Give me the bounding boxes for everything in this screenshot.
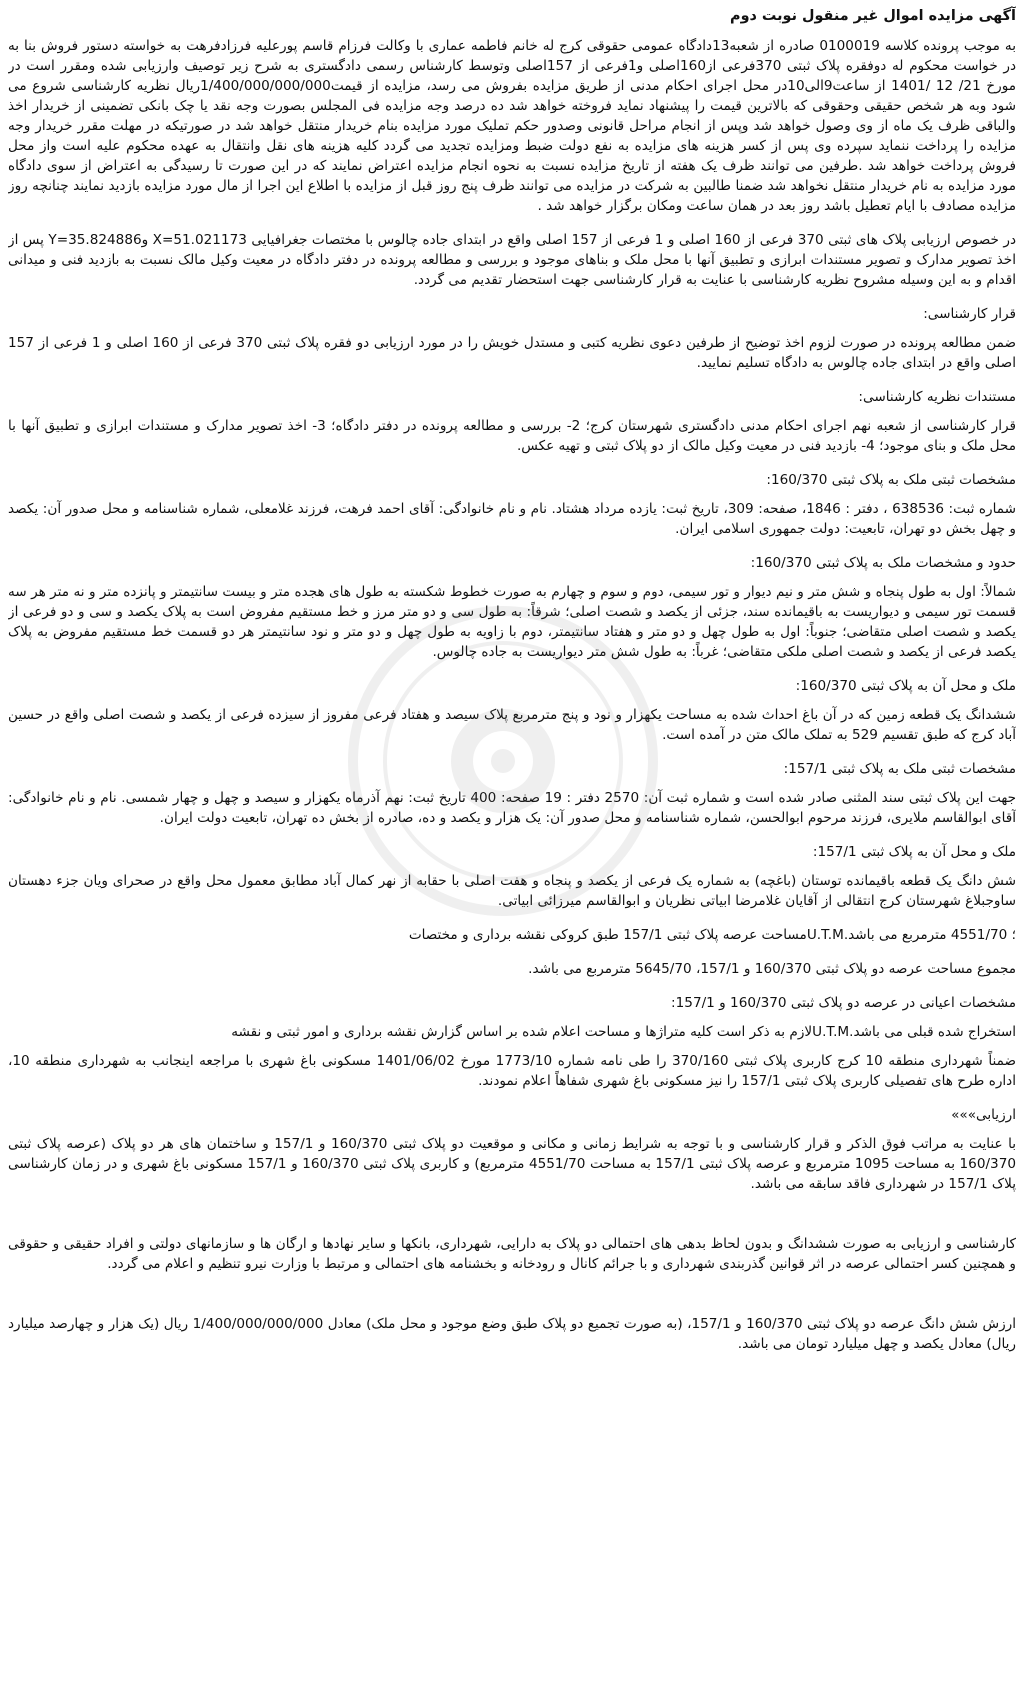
registration-157-heading: مشخصات ثبتی ملک به پلاک ثبتی 157/1: (783, 761, 1016, 777)
boundaries-160-paragraph: شمالاً: اول به طول پنجاه و شش متر و نیم دیوار و تور سیمی، دوم و سوم و چهارم به صورت خطوط شکسته به طول های هجده متر و بیست سانتیمتر و پانزده متر و نه متر هر سه قسمت تور سیمی و دیواریست به باقیمانده سند، جزئی از یکصد و شصت اصلی؛ شرقاً: به طول سی و دو متر مرز و خط مستقیم مفروض است به پلاک یکصد و سی و دو فرعی از یکصد و شصت اصلی متقاضی؛ جنوباً: اول به طول چهل و دو متر و هفتاد سانتیمتر، دوم با زاویه به طول چهل و دو متر و نود سانتیمتر هر دو قسمت خط مستقیم مفروض به پلاک یکصد فرعی از یکصد و شصت اصلی ملکی متقاضی؛ غرباً: به طول شش متر دیواریست به جاده چالوس. (8, 584, 1016, 660)
boundaries-160-heading: حدود و مشخصات ملک به پلاک ثبتی 160/370: (750, 555, 1016, 571)
valuation-heading: ارزیابی»»» (951, 1107, 1016, 1123)
expert-order-heading: قرار کارشناسی: (923, 306, 1016, 322)
location-157-heading: ملک و محل آن به پلاک ثبتی 157/1: (812, 844, 1016, 860)
expert-order-paragraph: ضمن مطالعه پرونده در صورت لزوم اخذ توضیح از طرفین دعوی نظریه کتبی و مستدل خویش را در مورد ارزیابی دو فقره پلاک ثبتی 370 فرعی از 160 اصلی و 1 فرعی از 157 اصلی واقع در ابتدای جاده چالوس به دادگاه تسلیم نمایید. (8, 335, 1016, 371)
registration-160-paragraph: شماره ثبت: 638536 ، دفتر : 1846، صفحه: 309، تاریخ ثبت: یازده مرداد هشتاد. نام و نام خانوادگی: آقای احمد فرهت، فرزند غلامعلی، شماره شناسنامه و محل صدور آن: یکصد و چهل بخش دو تهران، تابعیت: دولت جمهوری اسلامی ایران. (8, 501, 1016, 537)
disclaimer-paragraph: کارشناسی و ارزیابی به صورت ششدانگ و بدون لحاظ بدهی های احتمالی دو پلاک به دارایی، شهرداری، بانکها و سایر نهادها و ارگان ها و سازمانهای دولتی و افراد حقیقی و حقوقی و همچنین کسر احتمالی عرصه در اثر قوانین گذربندی شهرداری و با جرائم کانال و رودخانه و بخشنامه های احتمالی و مرتبط با وزارت نیرو تنظیم و اعلام می گردد. (8, 1236, 1016, 1272)
buildings-heading: مشخصات اعیانی در عرصه دو پلاک ثبتی 160/370 و 157/1: (671, 995, 1016, 1011)
final-value-paragraph: ارزش شش دانگ عرصه دو پلاک ثبتی 160/370 و 157/1، (به صورت تجمیع دو پلاک طبق وضع موجود و محل ملک) معادل 1/400/000/000/000 ریال (یک هزار و چهارصد میلیارد ریال) معادل یکصد و چهل میلیارد تومان می باشد. (8, 1316, 1016, 1352)
location-160-heading: ملک و محل آن به پلاک ثبتی 160/370: (795, 678, 1016, 694)
documents-paragraph: قرار کارشناسی از شعبه نهم اجرای احکام مدنی دادگستری شهرستان کرج؛ 2- بررسی و مطالعه پرونده در دفتر دادگاه؛ 3- اخذ تصویر مدارک و مستندات ابرازی و تطبیق آنها با محل ملک و بنای موجود؛ 4- بازدید فنی در معیت وکیل مالک از دو پلاک ثبتی و تهیه عکس. (8, 418, 1016, 454)
assessment-intro-paragraph: در خصوص ارزیابی پلاک های ثبتی 370 فرعی از 160 اصلی و 1 فرعی از 157 اصلی واقع در ابتدای جاده چالوس با مختصات جغرافیایی X=51.021173 وY=35.824886 پس از اخذ تصویر مدارک و تصویر مستندات ابرازی و تطبیق آنها با محل ملک و بناهای موجود و بررسی و مطالعه پرونده در دفتر دادگاه در معیت وکیل مالک نسبت به بازدید فنی و میدانی اقدام و به این وسیله مشروح نظریه کارشناسی با عنایت به قرار کارشناسی جهت استحضار تقدیم می گردد. (8, 232, 1016, 288)
auction-intro-paragraph: به موجب پرونده کلاسه 0100019 صادره از شعبه13دادگاه عمومی حقوقی کرج له خانم فاطمه عماری با وکالت فرزام قاسم پورعلیه فرزادفرهت به خواسته دستور فروش بنا به در خواست محکوم له دوفقره پلاک ثبتی 370فرعی از160اصلی و1فرعی از 157اصلی وتوسط کارشناس رسمی دادگستری به شرح زیر توصیف وارزیابی شده ومقرر است در مورخ 21/ 12 /1401 از ساعت9الی10در محل اجرای احکام مدنی از طریق مزایده بفروش می رسد، مزایده از قیمت1/400/000/000/000ریال نظریه کارشناسی شروع می شود وبه هر شخص حقیقی وحقوقی که بالاترین قیمت را پیشنهاد نماید فروخته خواهد شد ده درصد وجه مزایده فی المجلس بصورت وجه نقد یا چک بانکی تضمینی از خریدار اخذ والباقی ظرف یک ماه از وی وصول خواهد شد وپس از انجام مراحل قانونی وصدور حکم تملیک مورد مزایده بنام خریدار منتقل خواهد شد در صورتیکه در مهلت مقرر خریدار وجه مزایده را پرداخت ننماید سپرده وی پس از کسر هزینه های مزایده به نفع دولت ضبط ومزایده تجدید می گردد کلیه هزینه های نقل وانتقال به عهده محکوم علیه است واز محل فروش پرداخت خواهد شد .طرفین می توانند ظرف یک هفته از تاریخ مزایده نسبت به نحوه انجام مزایده اعتراض نمایند که در این صورت تا رسیدگی به اعتراض از سوی دادگاه مورد مزایده به نام خریدار منتقل نخواهد شد ضمنا طالبین به شرکت در مزایده می توانند ظرف پنج روز قبل از مزایده با اطلاع این اجرا از مال مورد مزایده بازدید نمایند چنانچه روز مزایده مصادف با ایام تعطیل باشد روز بعد در همان ساعت ومکان برگزار خواهد شد . (8, 38, 1016, 214)
registration-157-paragraph: جهت این پلاک ثبتی سند المثنی صادر شده است و شماره ثبت آن: 2570 دفتر : 19 صفحه: 400 تاریخ ثبت: نهم آذرماه یکهزار و سیصد و چهل و چهار شمسی. نام و نام خانوادگی: آقای ابوالقاسم ملایری، فرزند مرحوم ابوالحسن، شماره شناسنامه و محل صدور آن: یک هزار و یکصد و ده، صادره از بخش ده تهران، تابعیت دولت ایران. (8, 790, 1016, 826)
location-157-paragraph: شش دانگ یک قطعه باقیمانده توستان (باغچه) به شماره یک فرعی از یکصد و پنجاه و هفت اصلی با حقابه از نهر کمال آباد مطابق معمول محل واقع در صحرای ویان جزء دهستان ساوجبلاغ شهرستان کرج انتقالی از آقایان غلامرضا ابیاتی نظریان و ابوالقاسم میرزائی ابیاتی. (8, 873, 1016, 909)
area-157-line: ؛ 4551/70 مترمربع می باشد.U.T.Mمساحت عرصه پلاک ثبتی 157/1 طبق کروکی نقشه برداری و مختصات (408, 927, 1016, 943)
registration-160-heading: مشخصات ثبتی ملک به پلاک ثبتی 160/370: (766, 472, 1016, 488)
municipality-paragraph: ضمناً شهرداری منطقه 10 کرج کاربری پلاک ثبتی 370/160 را طی نامه شماره 1773/10 مورخ 1401/06/02 مسکونی باغ شهری با مراجعه اینجانب به شهرداری منطقه 10، اداره طرح های تفصیلی کاربری پلاک ثبتی 157/1 را نیز مسکونی باغ شهری شفاهاً اعلام نمودند. (8, 1053, 1016, 1089)
valuation-paragraph: با عنایت به مراتب فوق الذکر و قرار کارشناسی و با توجه به شرایط زمانی و مکانی و موقعیت دو پلاک ثبتی 160/370 و 157/1 و ساختمان های هر دو پلاک (عرصه پلاک ثبتی 160/370 به مساحت 1095 مترمربع و عرصه پلاک ثبتی 157/1 به مساحت 4551/70 مترمربع) و کاربری پلاک ثبتی 160/370 و 157/1 مسکونی باغ شهری و در زمان کارشناسی پلاک 157/1 در شهرداری فاقد سابقه می باشد. (8, 1136, 1016, 1192)
buildings-line: استخراج شده قبلی می باشد.U.T.Mلازم به ذکر است کلیه متراژها و مساحت اعلام شده بر اساس گزارش نقشه برداری و امور ثبتی و نقشه (231, 1024, 1016, 1040)
documents-heading: مستندات نظریه کارشناسی: (858, 389, 1016, 405)
notice-page (8, 6, 1016, 1684)
total-area-line: مجموع مساحت عرصه دو پلاک ثبتی 160/370 و 157/1، 5645/70 مترمربع می باشد. (528, 961, 1016, 977)
location-160-paragraph: ششدانگ یک قطعه زمین که در آن باغ احداث شده به مساحت یکهزار و نود و پنج مترمربع پلاک سیصد و هفتاد فرعی مفروز از سیزده فرعی از یکصد و شصت اصلی واقع در حسین آباد کرج که طبق تقسیم 529 به تملک مالک متن در آمده است. (8, 707, 1016, 743)
notice-title: آگهی مزایده اموال غیر منقول نوبت دوم (730, 8, 1016, 24)
